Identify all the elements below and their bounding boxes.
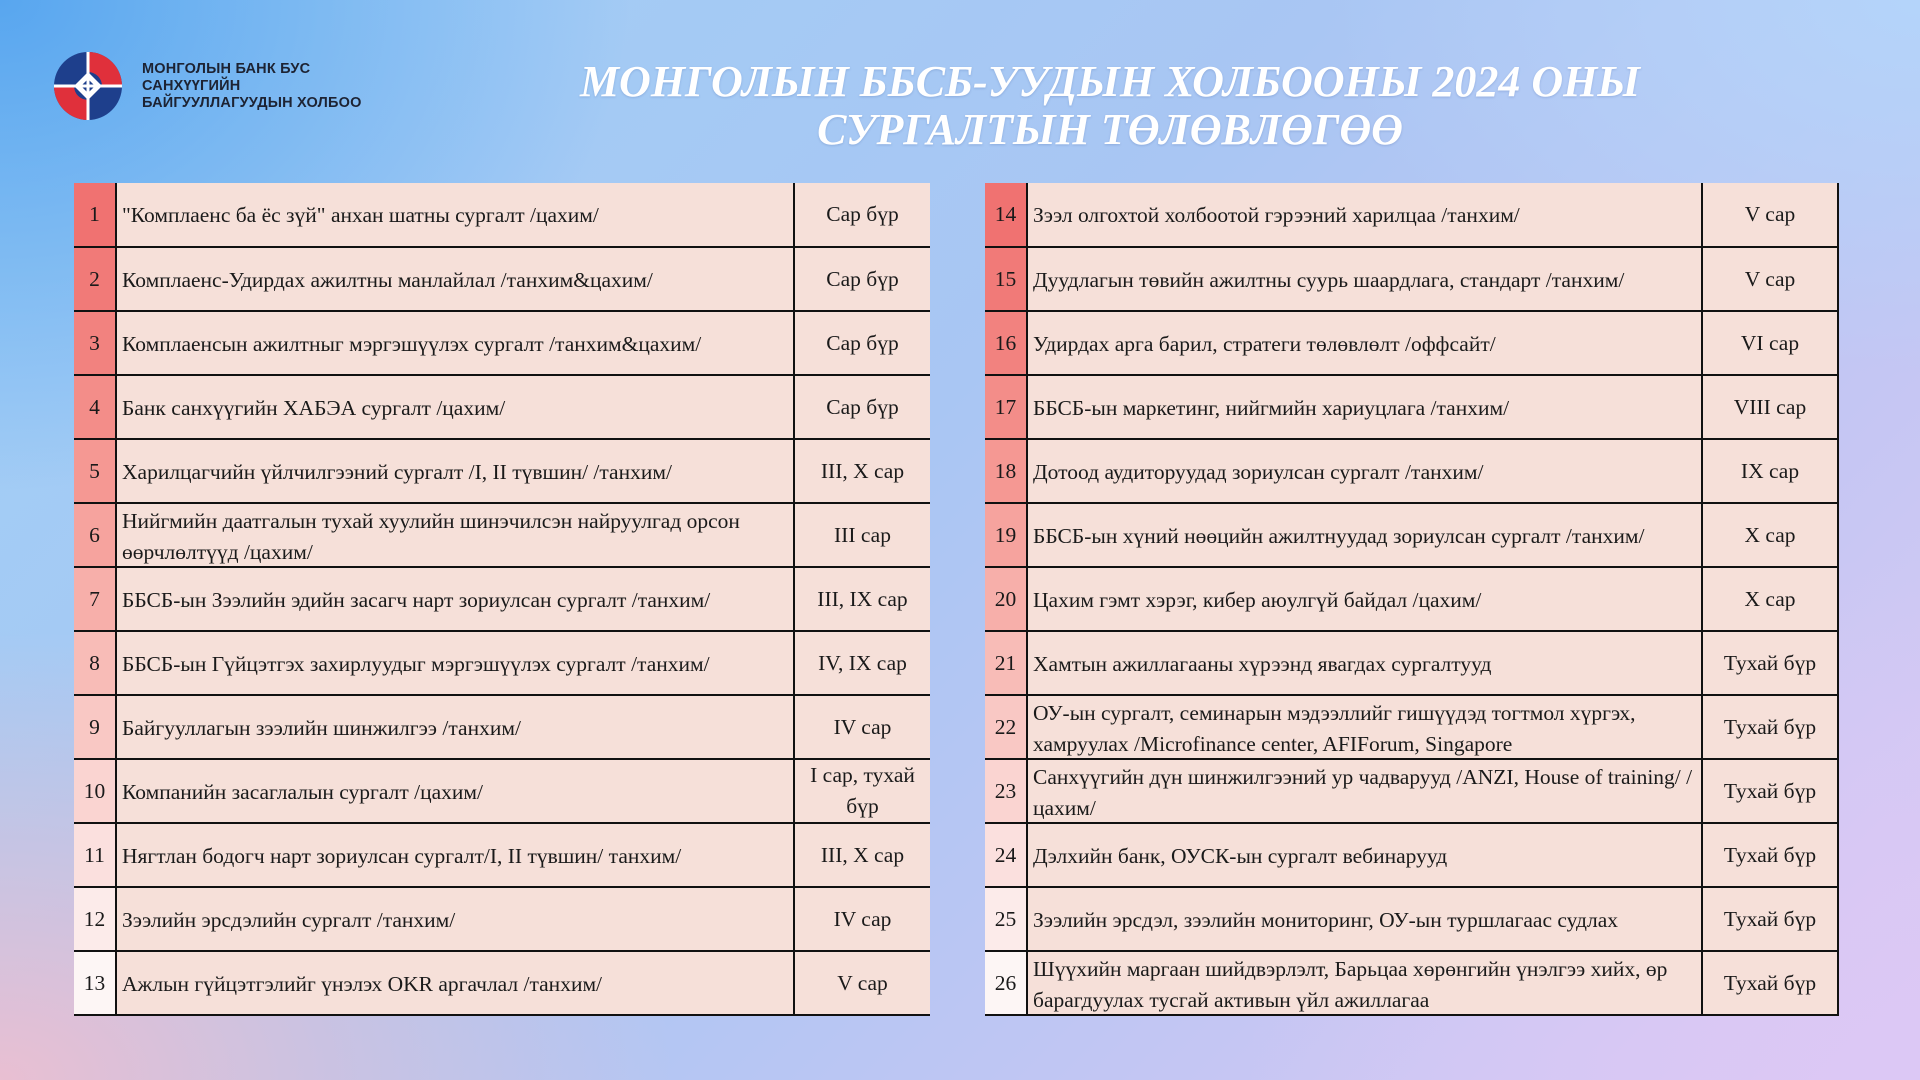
training-topic-cell [1027,503,1702,567]
row-number: 4 [74,375,116,439]
training-topic: Шүүхийн маргаан шийдвэрлэлт, Барьцаа хөрөнгийн үнэлгээ хийх, өр барагдуулах тусгай активын үйл ажиллагаа [1033,957,1668,1012]
training-topic: Ажлын гүйцэтгэлийг үнэлэх OKR аргачлал /танхим/ [122,971,603,996]
training-period: IV сар [794,695,930,759]
table-row [74,887,930,951]
table-row [74,759,930,823]
training-topic-cell [1027,887,1702,951]
training-period: Тухай бүр [1702,695,1838,759]
training-topic-cell [116,247,794,311]
training-topic: ОУ-ын сургалт, семинарын мэдээллийг гишүүдэд тогтмол хүргэх, хамруулах /Microfinance center, AFIForum, Singapore [1033,701,1636,756]
association-name-line-3: БАЙГУУЛЛАГУУДЫН ХОЛБОО [142,94,362,111]
training-topic-cell [1027,311,1702,375]
training-period: V сар [1702,183,1838,247]
training-period: Тухай бүр [1702,951,1838,1015]
training-topic-cell [116,503,794,567]
training-topic-cell [116,439,794,503]
table-row [74,183,930,247]
table-row [985,567,1838,631]
training-topic: ББСБ-ын хүний нөөцийн ажилтнуудад зориулсан сургалт /танхим/ [1033,523,1645,548]
table-row [985,439,1838,503]
training-period: IV сар [794,887,930,951]
row-number: 12 [74,887,116,951]
training-topic-cell [116,695,794,759]
training-period: III, IX сар [794,567,930,631]
training-topic: Дотоод аудиторуудад зориулсан сургалт /танхим/ [1033,459,1484,484]
training-topic-cell [116,311,794,375]
row-number: 18 [985,439,1027,503]
table-row [985,503,1838,567]
training-topic: Комплаенс-Удирдах ажилтны манлайлал /танхим&цахим/ [122,267,653,292]
training-topic: Зээлийн эрсдэлийн сургалт /танхим/ [122,907,456,932]
training-period: Тухай бүр [1702,887,1838,951]
table-row [985,311,1838,375]
training-topic: ББСБ-ын маркетинг, нийгмийн хариуцлага /танхим/ [1033,395,1510,420]
training-period: Тухай бүр [1702,631,1838,695]
training-topic: Банк санхүүгийн ХАБЭА сургалт /цахим/ [122,395,506,420]
training-topic: Удирдах арга барил, стратеги төлөвлөлт /оффсайт/ [1033,331,1496,356]
row-number: 2 [74,247,116,311]
table-row [985,887,1838,951]
association-name-line-2: САНХҮҮГИЙН [142,77,241,94]
training-period: IV, IX сар [794,631,930,695]
training-period: I сар, тухай бүр [794,759,930,823]
row-number: 9 [74,695,116,759]
row-number: 1 [74,183,116,247]
table-row [74,631,930,695]
row-number: 6 [74,503,116,567]
training-period: Сар бүр [794,183,930,247]
table-row [74,823,930,887]
training-topic: Дуудлагын төвийн ажилтны суурь шаардлага, стандарт /танхим/ [1033,267,1625,292]
table-row [985,951,1838,1015]
training-topic-cell [1027,567,1702,631]
training-topic-cell [116,823,794,887]
training-period: IX сар [1702,439,1838,503]
training-topic-cell [116,567,794,631]
row-number: 24 [985,823,1027,887]
row-number: 16 [985,311,1027,375]
training-topic: Санхүүгийн дүн шинжилгээний ур чадварууд /ANZI, House of training/ /цахим/ [1033,765,1693,820]
training-topic: "Комплаенс ба ёс зүй" анхан шатны сургалт /цахим/ [122,203,599,227]
row-number: 17 [985,375,1027,439]
table-row [74,503,930,567]
page-title-line-2: СУРГАЛТЫН ТӨЛӨВЛӨГӨӨ [817,105,1403,154]
row-number: 5 [74,439,116,503]
training-plan-table-left [74,183,930,1016]
training-topic-cell [1027,375,1702,439]
training-period: Сар бүр [794,311,930,375]
training-topic-cell [116,759,794,823]
training-topic: ББСБ-ын Зээлийн эдийн засагч нарт зориулсан сургалт /танхим/ [122,587,711,612]
training-period: III сар [794,503,930,567]
training-topic-cell [1027,759,1702,823]
row-number: 22 [985,695,1027,759]
training-topic: Харилцагчийн үйлчилгээний сургалт /I, II түвшин/ /танхим/ [122,459,672,484]
training-topic-cell [116,631,794,695]
training-topic: Компанийн засаглалын сургалт /цахим/ [122,779,483,804]
row-number: 8 [74,631,116,695]
page-title-line-1: МОНГОЛЫН ББСБ-УУДЫН ХОЛБООНЫ 2024 ОНЫ [579,57,1641,106]
training-period: Тухай бүр [1702,823,1838,887]
table-row [985,631,1838,695]
training-period: Сар бүр [794,247,930,311]
table-row [74,567,930,631]
training-topic-cell [116,951,794,1015]
training-topic: Хамтын ажиллагааны хүрээнд явагдах сургалтууд [1033,651,1492,676]
row-number: 11 [74,823,116,887]
page-title [470,58,1750,154]
training-topic: Цахим гэмт хэрэг, кибер аюулгүй байдал /цахим/ [1033,587,1482,612]
training-topic: ББСБ-ын Гүйцэтгэх захирлуудыг мэргэшүүлэх сургалт /танхим/ [122,651,710,676]
table-row [74,375,930,439]
table-row [985,759,1838,823]
training-topic-cell [1027,183,1702,247]
table-row [74,951,930,1015]
row-number: 7 [74,567,116,631]
row-number: 23 [985,759,1027,823]
table-row [985,375,1838,439]
training-topic-cell [116,183,794,247]
training-topic-cell [1027,695,1702,759]
table-row [985,695,1838,759]
training-topic-cell [116,375,794,439]
training-period: III, X сар [794,439,930,503]
association-name [142,61,362,112]
training-period: V сар [1702,247,1838,311]
training-period: III, X сар [794,823,930,887]
training-topic-cell [1027,823,1702,887]
association-logo [52,50,362,122]
table-row [985,247,1838,311]
association-name-line-1: МОНГОЛЫН БАНК БУС [142,60,311,77]
row-number: 3 [74,311,116,375]
training-period: X сар [1702,567,1838,631]
training-topic-cell [1027,439,1702,503]
row-number: 13 [74,951,116,1015]
training-topic: Нийгмийн даатгалын тухай хуулийн шинэчилсэн найруулгад орсон өөрчлөлтүүд /цахим/ [122,509,740,564]
training-topic-cell [1027,631,1702,695]
training-period: VIII сар [1702,375,1838,439]
training-topic: Байгууллагын зээлийн шинжилгээ /танхим/ [122,715,521,740]
training-period: VI сар [1702,311,1838,375]
row-number: 10 [74,759,116,823]
row-number: 15 [985,247,1027,311]
training-period: Тухай бүр [1702,759,1838,823]
row-number: 25 [985,887,1027,951]
training-plan-table-right [985,183,1839,1016]
training-topic: Дэлхийн банк, ОУСК-ын сургалт вебинарууд [1033,843,1448,868]
training-topic: Нягтлан бодогч нарт зориулсан сургалт/I, II түвшин/ танхим/ [122,843,682,868]
table-row [74,695,930,759]
association-logo-icon [52,50,124,122]
training-topic: Комплаенсын ажилтныг мэргэшүүлэх сургалт /танхим&цахим/ [122,331,702,356]
training-period: V сар [794,951,930,1015]
training-topic: Зээл олгохтой холбоотой гэрээний харилцаа /танхим/ [1033,203,1520,227]
row-number: 20 [985,567,1027,631]
row-number: 14 [985,183,1027,247]
row-number: 19 [985,503,1027,567]
training-topic: Зээлийн эрсдэл, зээлийн мониторинг, ОУ-ын туршлагаас судлах [1033,907,1618,932]
training-period: X сар [1702,503,1838,567]
table-row [985,823,1838,887]
training-topic-cell [116,887,794,951]
table-row [74,439,930,503]
row-number: 21 [985,631,1027,695]
table-row [985,183,1838,247]
row-number: 26 [985,951,1027,1015]
training-period: Сар бүр [794,375,930,439]
training-topic-cell [1027,951,1702,1015]
table-row [74,247,930,311]
table-row [74,311,930,375]
training-topic-cell [1027,247,1702,311]
